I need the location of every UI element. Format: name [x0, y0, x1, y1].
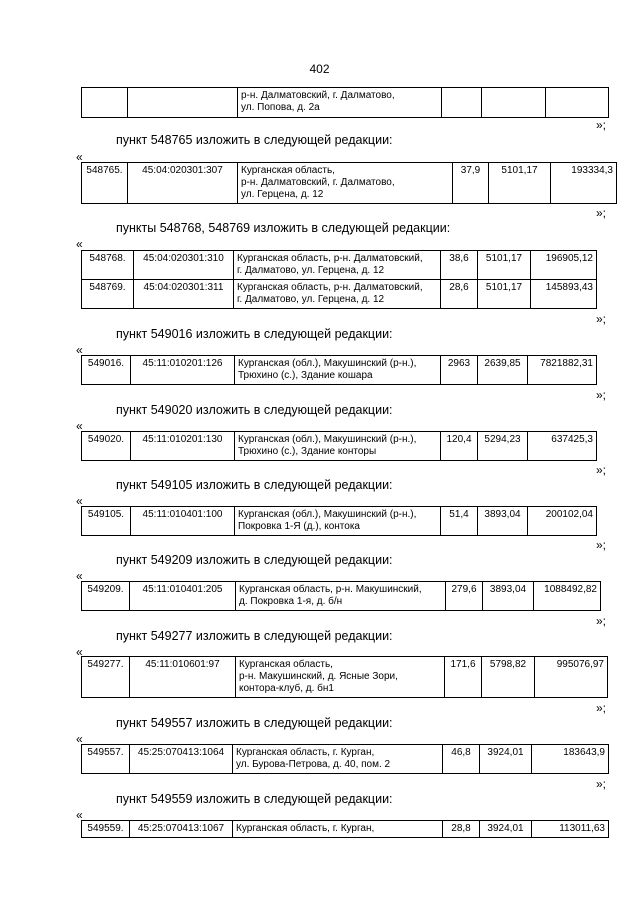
area-cell: 37,9	[453, 163, 489, 204]
closing-quote: »;	[596, 388, 607, 402]
table-row	[82, 251, 597, 280]
instruction-text: пункт 549209 изложить в следующей редакции:	[116, 553, 393, 567]
address-line: Курганская область, р-н. Далматовский,	[237, 282, 423, 293]
table-row	[82, 507, 597, 536]
amendment-table	[81, 162, 617, 204]
table-row	[82, 657, 608, 698]
row-number-cell: 548768.	[82, 251, 134, 280]
amendment-table	[81, 744, 609, 774]
cadastral-number-cell: 45:04:020301:311	[134, 280, 234, 309]
instruction-text: пункт 549016 изложить в следующей редакции:	[116, 327, 393, 341]
address-cell	[235, 432, 441, 461]
cadastral-value-cell: 200102,04	[528, 507, 597, 536]
address-line: Трюхино (с.), Здание конторы	[238, 446, 377, 457]
rate-cell: 5101,17	[489, 163, 551, 204]
page-number: 402	[309, 62, 330, 76]
instruction-text: пункты 548768, 548769 изложить в следующей редакции:	[116, 221, 451, 235]
cadastral-value-cell: 637425,3	[528, 432, 597, 461]
amendment-table	[81, 581, 601, 611]
table-row	[82, 582, 601, 611]
rate-cell: 5798,82	[482, 657, 535, 698]
closing-quote: »;	[596, 701, 607, 715]
address-line: ул. Попова, д. 2а	[241, 102, 320, 113]
table-row	[82, 88, 609, 118]
instruction-text: пункт 549557 изложить в следующей редакции:	[116, 716, 393, 730]
opening-quote: «	[76, 150, 83, 164]
rate-cell	[482, 88, 546, 118]
address-line: р-н. Макушинский, д. Ясные Зори,	[239, 671, 398, 682]
row-number-cell: 549016.	[82, 356, 131, 385]
address-line: г. Далматово, ул. Герцена, д. 12	[237, 294, 385, 305]
area-cell	[442, 88, 482, 118]
row-number-cell: 549277.	[82, 657, 130, 698]
amendment-table	[81, 431, 597, 461]
address-line: Курганская область, г. Курган,	[236, 747, 375, 758]
rate-cell: 3924,01	[480, 821, 532, 838]
cadastral-value-cell: 183643,9	[532, 745, 609, 774]
table-row	[82, 432, 597, 461]
value-cell	[546, 88, 609, 118]
cadastral-number-cell: 45:04:020301:307	[128, 163, 238, 204]
address-cell	[234, 251, 441, 280]
cad-cell	[128, 88, 238, 118]
opening-quote: «	[76, 494, 83, 508]
closing-quote: »;	[596, 538, 607, 552]
cadastral-value-cell: 995076,97	[535, 657, 608, 698]
cadastral-number-cell: 45:11:010201:126	[131, 356, 235, 385]
row-number-cell: 549020.	[82, 432, 131, 461]
opening-quote: «	[76, 237, 83, 251]
row-number-cell: 549105.	[82, 507, 131, 536]
amendment-table	[81, 355, 597, 385]
table-row	[82, 280, 597, 309]
instruction-text: пункт 549277 изложить в следующей редакции:	[116, 629, 393, 643]
cadastral-value-cell: 7821882,31	[528, 356, 597, 385]
closing-quote: »;	[596, 463, 607, 477]
address-cell	[238, 163, 453, 204]
cadastral-value-cell: 1088492,82	[534, 582, 601, 611]
instruction-text: пункт 549105 изложить в следующей редакции:	[116, 478, 393, 492]
area-cell: 51,4	[441, 507, 478, 536]
address-line: р-н. Далматовский, г. Далматово,	[241, 177, 395, 188]
address-cell	[235, 507, 441, 536]
cadastral-number-cell: 45:11:010601:97	[130, 657, 236, 698]
address-line: Курганская область,	[239, 659, 333, 670]
rate-cell: 5294,23	[478, 432, 528, 461]
area-cell: 2963	[441, 356, 478, 385]
address-line: Курганская область, р-н. Далматовский,	[237, 253, 423, 264]
rate-cell: 2639,85	[478, 356, 528, 385]
address-cell	[234, 280, 441, 309]
address-line: Курганская (обл.), Макушинский (р-н.),	[238, 509, 417, 520]
rate-cell: 3893,04	[478, 507, 528, 536]
address-line: Курганская область, р-н. Макушинский,	[239, 584, 422, 595]
closing-quote: »;	[596, 777, 607, 791]
cadastral-value-cell: 196905,12	[531, 251, 597, 280]
num-cell	[82, 88, 128, 118]
table-row	[82, 163, 617, 204]
area-cell: 120,4	[441, 432, 478, 461]
address-line: Курганская (обл.), Макушинский (р-н.),	[238, 434, 417, 445]
address-line: ул. Герцена, д. 12	[241, 189, 324, 200]
opening-quote: «	[76, 343, 83, 357]
cadastral-number-cell: 45:11:010401:100	[131, 507, 235, 536]
address-cell	[236, 582, 446, 611]
address-line: Курганская область, г. Курган,	[236, 823, 375, 834]
row-number-cell: 549209.	[82, 582, 130, 611]
closing-quote: »;	[596, 118, 607, 132]
rate-cell: 5101,17	[478, 280, 531, 309]
closing-quote: »;	[596, 206, 607, 220]
address-line: контора-клуб, д. бн1	[239, 683, 334, 694]
area-cell: 38,6	[441, 251, 478, 280]
cadastral-number-cell: 45:11:010201:130	[131, 432, 235, 461]
amendment-table	[81, 506, 597, 536]
top-table	[81, 87, 609, 118]
amendment-table	[81, 656, 608, 698]
table-row	[82, 821, 609, 838]
closing-quote: »;	[596, 614, 607, 628]
opening-quote: «	[76, 808, 83, 822]
address-line: Трюхино (с.), Здание кошара	[238, 370, 373, 381]
cadastral-value-cell: 193334,3	[551, 163, 617, 204]
address-cell	[233, 821, 443, 838]
cadastral-value-cell: 113011,63	[532, 821, 609, 838]
cadastral-number-cell: 45:11:010401:205	[130, 582, 236, 611]
cadastral-number-cell: 45:25:070413:1067	[130, 821, 233, 838]
area-cell: 28,8	[443, 821, 480, 838]
address-line: ул. Бурова-Петрова, д. 40, пом. 2	[236, 759, 391, 770]
address-line: Курганская (обл.), Макушинский (р-н.),	[238, 358, 417, 369]
amendment-table	[81, 250, 597, 309]
address-line: р-н. Далматовский, г. Далматово,	[241, 90, 395, 101]
address-cell	[235, 356, 441, 385]
address-cell	[236, 657, 445, 698]
instruction-text: пункт 548765 изложить в следующей редакции:	[116, 133, 393, 147]
closing-quote: »;	[596, 312, 607, 326]
row-number-cell: 548769.	[82, 280, 134, 309]
address-line: г. Далматово, ул. Герцена, д. 12	[237, 265, 385, 276]
cadastral-number-cell: 45:04:020301:310	[134, 251, 234, 280]
area-cell: 46,8	[443, 745, 480, 774]
cadastral-value-cell: 145893,43	[531, 280, 597, 309]
amendment-table	[81, 820, 609, 838]
area-cell: 28,6	[441, 280, 478, 309]
table-row	[82, 356, 597, 385]
address-line: д. Покровка 1-я, д. б/н	[239, 596, 343, 607]
address-line: Курганская область,	[241, 165, 335, 176]
address-cell	[233, 745, 443, 774]
table-row	[82, 745, 609, 774]
row-number-cell: 548765.	[82, 163, 128, 204]
opening-quote: «	[76, 569, 83, 583]
rate-cell: 3893,04	[483, 582, 534, 611]
area-cell: 279,6	[446, 582, 483, 611]
row-number-cell: 549557.	[82, 745, 130, 774]
rate-cell: 3924,01	[480, 745, 532, 774]
cadastral-number-cell: 45:25:070413:1064	[130, 745, 233, 774]
opening-quote: «	[76, 645, 83, 659]
address-line: Покровка 1-Я (д.), контока	[238, 521, 360, 532]
area-cell: 171,6	[445, 657, 482, 698]
address-cell	[238, 88, 442, 118]
row-number-cell: 549559.	[82, 821, 130, 838]
instruction-text: пункт 549020 изложить в следующей редакции:	[116, 403, 393, 417]
instruction-text: пункт 549559 изложить в следующей редакции:	[116, 792, 393, 806]
rate-cell: 5101,17	[478, 251, 531, 280]
opening-quote: «	[76, 732, 83, 746]
opening-quote: «	[76, 419, 83, 433]
